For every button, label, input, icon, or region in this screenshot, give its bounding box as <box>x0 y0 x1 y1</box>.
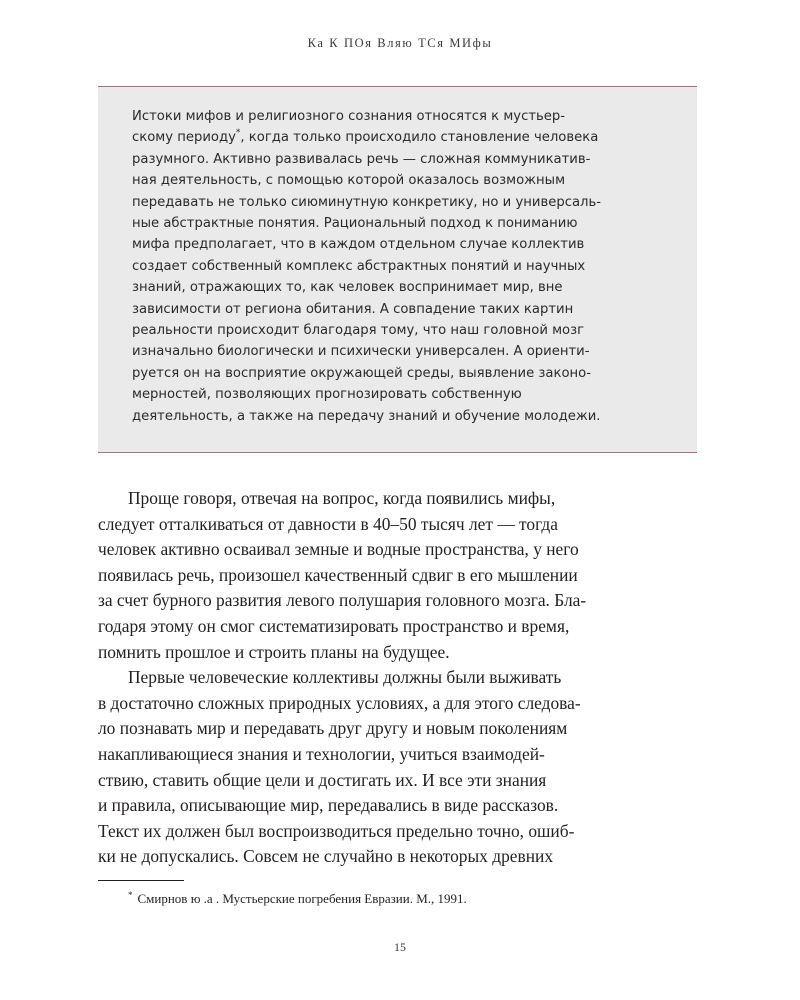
sidebar-line: знаний, отражающих то, как человек воспринимает мир, вне <box>132 280 563 296</box>
sidebar-line: разумного. Активно развивалась речь — сложная коммуникатив- <box>132 151 591 167</box>
body-line: появилась речь, произошел качественный сдвиг в его мышлении <box>98 564 578 585</box>
body-line: Текст их должен был воспроизводиться предельно точно, ошиб- <box>98 820 575 841</box>
body-line: ствию, ставить общие цели и достигать их. И все эти знания <box>98 769 547 790</box>
body-line: в достаточно сложных природных условиях, а для этого следова- <box>98 692 581 713</box>
sidebar-line: деятельность, а также на передачу знаний и обучение молодежи. <box>132 408 601 424</box>
body-line: ки не допускались. Совсем не случайно в некоторых древних <box>98 846 554 867</box>
body-text <box>98 486 698 870</box>
body-line: за счет бурного развития левого полушария головного мозга. Бла- <box>98 590 587 611</box>
body-paragraph-2 <box>98 665 698 870</box>
sidebar-line: руется он на восприятие окружающей среды, выявление законо- <box>132 365 591 381</box>
body-line: ло познавать мир и передавать друг другу и новым поколениям <box>98 718 568 739</box>
body-line: накапливающиеся знания и технологии, учиться взаимодей- <box>98 743 545 764</box>
body-line: человек активно осваивал земные и водные пространства, у него <box>98 539 579 560</box>
sidebar-line-part: , когда только происходило становление человека <box>240 130 599 146</box>
sidebar-text <box>132 106 668 427</box>
page-number: 15 <box>394 940 406 954</box>
footnote-reference-marker: * <box>235 128 241 139</box>
body-line: помнить прошлое и строить планы на будущее. <box>98 641 450 662</box>
sidebar-line: создает собственный комплекс абстрактных понятий и научных <box>132 258 586 274</box>
sidebar-line: реальности происходит благодаря тому, что наш головной мозг <box>132 323 585 339</box>
footnote-separator <box>98 880 184 881</box>
sidebar-line: Истоки мифов и религиозного сознания относятся к мустьер- <box>132 109 566 124</box>
running-head: Ка К ПОя Вляю ТСя МИфы <box>307 36 493 50</box>
body-line: следует отталкиваться от давности в 40–50 тысяч лет — тогда <box>98 513 558 534</box>
sidebar-line: ные абстрактные понятия. Рациональный подход к пониманию <box>132 216 578 232</box>
sidebar-line: мерностей, позволяющих прогнозировать собственную <box>132 387 522 403</box>
sidebar-line: передавать не только сиюминутную конкретику, но и универсаль- <box>132 194 601 210</box>
sidebar-line: ная деятельность, с помощью которой оказалось возможным <box>132 173 566 189</box>
body-line: Проще говоря, отвечая на вопрос, когда появились мифы, <box>128 488 556 508</box>
sidebar-line: зависимости от региона обитания. А совпадение таких картин <box>132 301 574 317</box>
sidebar-line: изначально биологически и психически универсален. А ориенти- <box>132 344 590 360</box>
body-line: годаря этому он смог систематизировать пространство и время, <box>98 615 570 636</box>
footnote-text: Смирнов ю .а . Мустьерские погребения Евразии. М., 1991. <box>137 891 467 906</box>
sidebar-line: мифа предполагает, что в каждом отдельном случае коллектив <box>132 237 585 253</box>
sidebar-box <box>98 86 697 453</box>
footnote <box>128 891 467 907</box>
body-line: и правила, описывающие мир, передавались в виде рассказов. <box>98 795 559 816</box>
sidebar-line-part: скому периоду <box>132 130 236 146</box>
body-line: Первые человеческие коллективы должны были выживать <box>128 667 562 688</box>
sidebar-line <box>132 127 668 148</box>
footnote-marker: * <box>128 890 133 900</box>
body-paragraph-1 <box>98 486 698 665</box>
